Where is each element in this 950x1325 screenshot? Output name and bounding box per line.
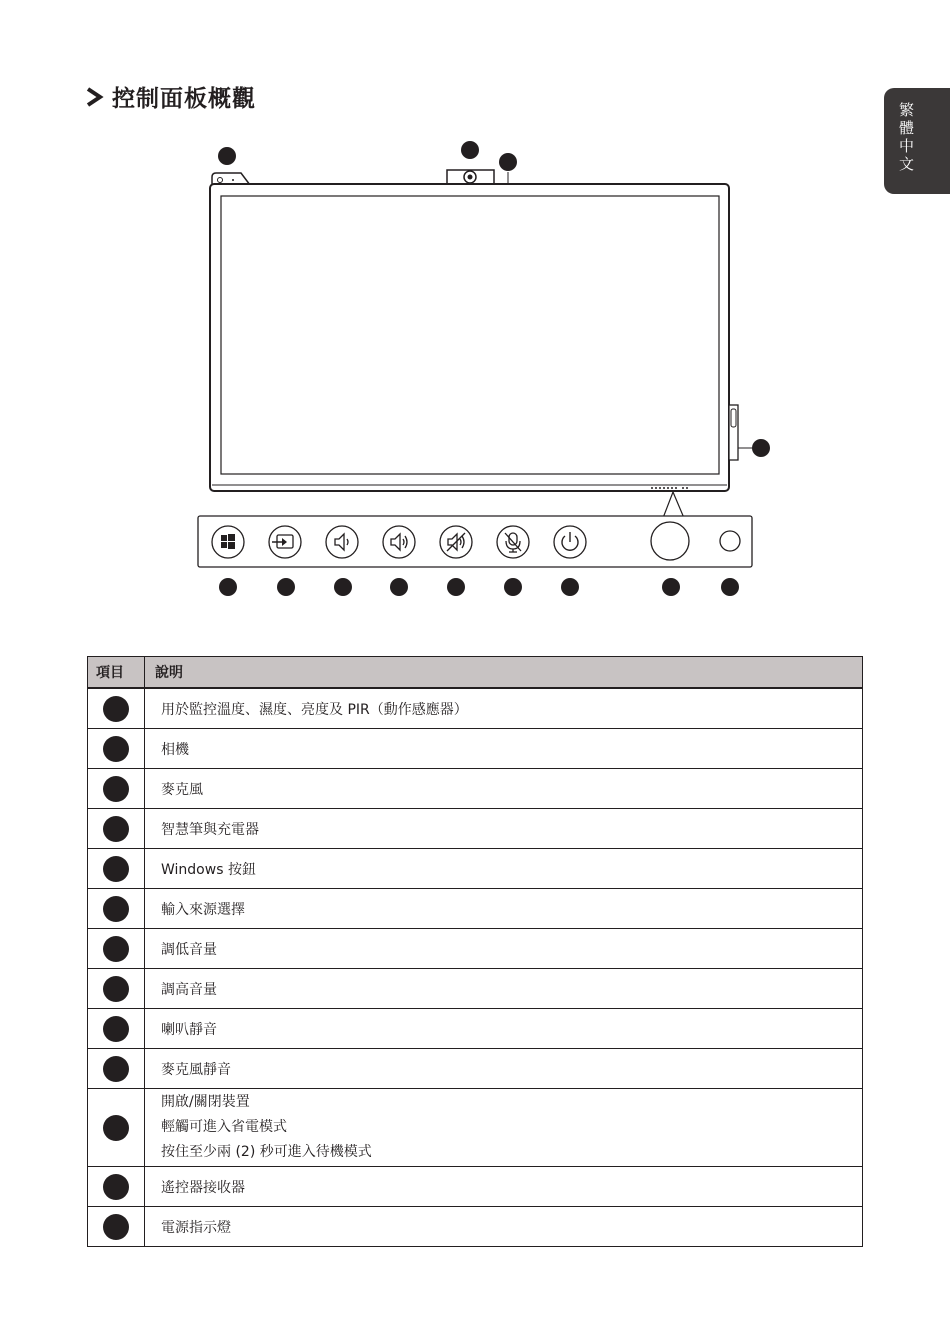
- volume-down-button[interactable]: [326, 526, 358, 558]
- callout-dot-11: [561, 578, 579, 596]
- smart-pen: [729, 405, 753, 460]
- volume-up-button[interactable]: [383, 526, 415, 558]
- table-row: [88, 849, 863, 889]
- table-row: [88, 809, 863, 849]
- item-marker: [103, 976, 129, 1002]
- row-description: 用於監控溫度、濕度、亮度及 PIR（動作感應器）: [145, 688, 863, 729]
- row-description: 麥克風靜音: [145, 1049, 863, 1089]
- table-row: [88, 769, 863, 809]
- item-marker: [103, 1214, 129, 1240]
- table-row: [88, 1207, 863, 1247]
- control-panel-diagram: [0, 0, 950, 640]
- callout-dot-4: [752, 439, 770, 457]
- item-marker: [103, 1115, 129, 1141]
- item-marker: [103, 696, 129, 722]
- row-description: 遙控器接收器: [145, 1167, 863, 1207]
- page-title: 控制面板概觀: [112, 86, 256, 112]
- table-row: [88, 1009, 863, 1049]
- row-description: 電源指示燈: [145, 1207, 863, 1247]
- item-marker: [103, 896, 129, 922]
- item-marker: [103, 816, 129, 842]
- callout-dot-12: [662, 578, 680, 596]
- item-marker: [103, 856, 129, 882]
- windows-button[interactable]: [212, 526, 244, 558]
- power-indicator: [720, 531, 740, 551]
- row-description: Windows 按鈕: [145, 849, 863, 889]
- item-marker: [103, 1016, 129, 1042]
- language-tab-label: 繁體中文: [897, 102, 915, 174]
- callout-dot-8: [390, 578, 408, 596]
- row-description: [145, 1089, 863, 1167]
- table-row: [88, 889, 863, 929]
- callout-dot-6: [277, 578, 295, 596]
- parts-table: [87, 656, 863, 1247]
- callout-dot-3: [499, 153, 517, 171]
- callout-dot-5: [219, 578, 237, 596]
- table-row: [88, 929, 863, 969]
- item-marker: [103, 1056, 129, 1082]
- description-line: 輕觸可進入省電模式: [161, 1119, 287, 1135]
- row-description: 麥克風: [145, 769, 863, 809]
- callout-dot-10: [504, 578, 522, 596]
- table-row: [88, 729, 863, 769]
- description-line: 開啟/關閉裝置: [161, 1094, 250, 1110]
- callout-dot-9: [447, 578, 465, 596]
- callout-dot-7: [334, 578, 352, 596]
- item-marker: [103, 936, 129, 962]
- table-row: [88, 1167, 863, 1207]
- table-row: [88, 688, 863, 729]
- header-description: 說明: [145, 657, 863, 689]
- table-row: [88, 1049, 863, 1089]
- callout-dot-2: [461, 141, 479, 159]
- callout-dot-13: [721, 578, 739, 596]
- table-header-row: [88, 657, 863, 689]
- row-description: 調低音量: [145, 929, 863, 969]
- item-marker: [103, 736, 129, 762]
- row-description: 調高音量: [145, 969, 863, 1009]
- row-description: 輸入來源選擇: [145, 889, 863, 929]
- table-row: [88, 1089, 863, 1167]
- description-line: 按住至少兩 (2) 秒可進入待機模式: [161, 1144, 372, 1160]
- table-row: [88, 969, 863, 1009]
- power-button[interactable]: [554, 526, 586, 558]
- row-description: 智慧筆與充電器: [145, 809, 863, 849]
- callout-dot-1: [218, 147, 236, 165]
- row-description: 相機: [145, 729, 863, 769]
- remote-receiver: [651, 522, 689, 560]
- display-panel: [210, 184, 729, 491]
- input-source-button[interactable]: [269, 526, 301, 558]
- row-description: 喇叭靜音: [145, 1009, 863, 1049]
- item-marker: [103, 1174, 129, 1200]
- item-marker: [103, 776, 129, 802]
- mic-mute-button[interactable]: [497, 526, 529, 558]
- speaker-mute-button[interactable]: [440, 526, 472, 558]
- header-item: 項目: [88, 657, 145, 689]
